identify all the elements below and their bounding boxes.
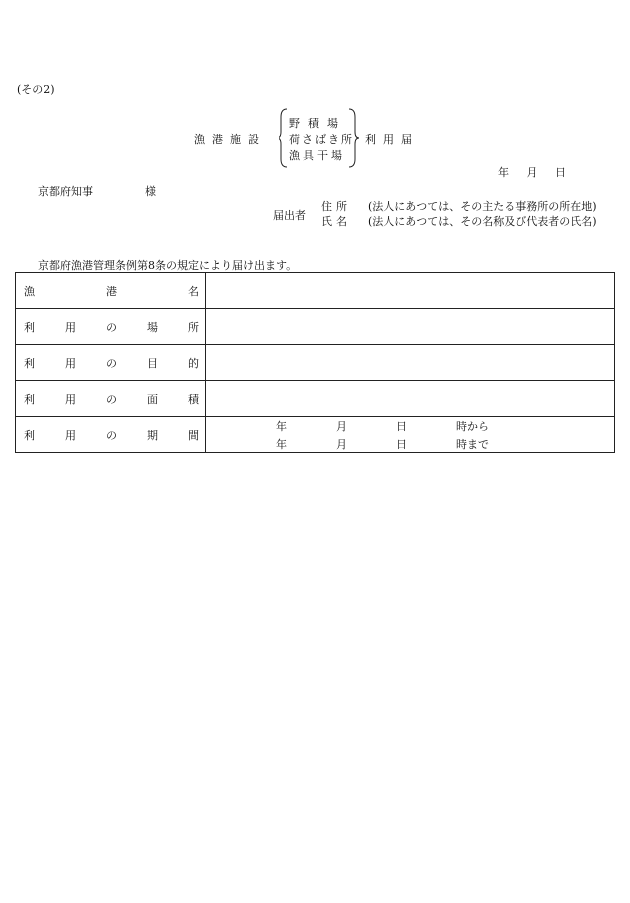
usage-purpose-field[interactable] bbox=[206, 345, 615, 381]
honorific: 様 bbox=[145, 185, 156, 198]
label-usage-location bbox=[16, 309, 206, 345]
label-char: 用 bbox=[65, 356, 76, 370]
label-char: の bbox=[106, 428, 117, 442]
label-usage-purpose bbox=[16, 345, 206, 381]
label-char: の bbox=[106, 320, 117, 334]
period-from-year: 年 bbox=[276, 419, 287, 433]
label-usage-period bbox=[16, 417, 206, 453]
fishing-port-name-field[interactable] bbox=[206, 273, 615, 309]
statement: 京都府漁港管理条例第8条の規定により届け出ます。 bbox=[38, 259, 298, 272]
label-char: 漁 bbox=[24, 284, 35, 298]
label-char: 利 bbox=[24, 356, 35, 370]
table-row bbox=[16, 381, 615, 417]
label-char: 利 bbox=[24, 320, 35, 334]
date-line: 年 月 日 bbox=[498, 166, 566, 179]
usage-location-field[interactable] bbox=[206, 309, 615, 345]
label-char: 場 bbox=[147, 320, 158, 334]
period-to-month: 月 bbox=[336, 437, 347, 451]
label-char: の bbox=[106, 392, 117, 406]
facility-option-storage-yard: 野積場 bbox=[289, 117, 346, 130]
label-char: 港 bbox=[106, 284, 117, 298]
form-table bbox=[15, 272, 615, 453]
label-char: 用 bbox=[65, 320, 76, 334]
label-char: 目 bbox=[147, 356, 158, 370]
label-char: 名 bbox=[188, 284, 199, 298]
label-char: 用 bbox=[65, 428, 76, 442]
address-note: (法人にあつては、その主たる事務所の所在地) bbox=[368, 200, 597, 213]
label-fishing-port-name bbox=[16, 273, 206, 309]
name-note: (法人にあつては、その名称及び代表者の氏名) bbox=[368, 215, 597, 228]
notifier-label: 届出者 bbox=[273, 209, 306, 222]
title-facility-type: 漁港施設 bbox=[194, 133, 266, 146]
facility-option-sorting-area: 荷さばき所 bbox=[289, 133, 354, 146]
period-to-day: 日 bbox=[396, 437, 407, 451]
address-label: 住所 bbox=[321, 200, 351, 213]
table-row bbox=[16, 273, 615, 309]
period-from-hour: 時から bbox=[456, 419, 489, 433]
period-to-hour: 時まで bbox=[456, 437, 489, 451]
name-label: 氏名 bbox=[321, 215, 351, 228]
table-row bbox=[16, 309, 615, 345]
usage-period-field[interactable] bbox=[206, 417, 615, 453]
label-usage-area bbox=[16, 381, 206, 417]
label-char: の bbox=[106, 356, 117, 370]
period-to-year: 年 bbox=[276, 437, 287, 451]
period-from-month: 月 bbox=[336, 419, 347, 433]
usage-area-field[interactable] bbox=[206, 381, 615, 417]
table-row bbox=[16, 417, 615, 453]
label-char: 積 bbox=[188, 392, 199, 406]
addressee: 京都府知事 bbox=[38, 185, 93, 198]
label-char: 用 bbox=[65, 392, 76, 406]
label-char: 的 bbox=[188, 356, 199, 370]
label-char: 面 bbox=[147, 392, 158, 406]
label-char: 期 bbox=[147, 428, 158, 442]
label-char: 利 bbox=[24, 392, 35, 406]
facility-option-gear-drying-area: 漁具干場 bbox=[289, 149, 345, 162]
label-char: 利 bbox=[24, 428, 35, 442]
form-number: (その2) bbox=[17, 83, 55, 96]
table-row bbox=[16, 345, 615, 381]
label-char: 間 bbox=[188, 428, 199, 442]
period-from-day: 日 bbox=[396, 419, 407, 433]
title-usage-notice: 利用届 bbox=[365, 133, 419, 146]
label-char: 所 bbox=[188, 320, 199, 334]
